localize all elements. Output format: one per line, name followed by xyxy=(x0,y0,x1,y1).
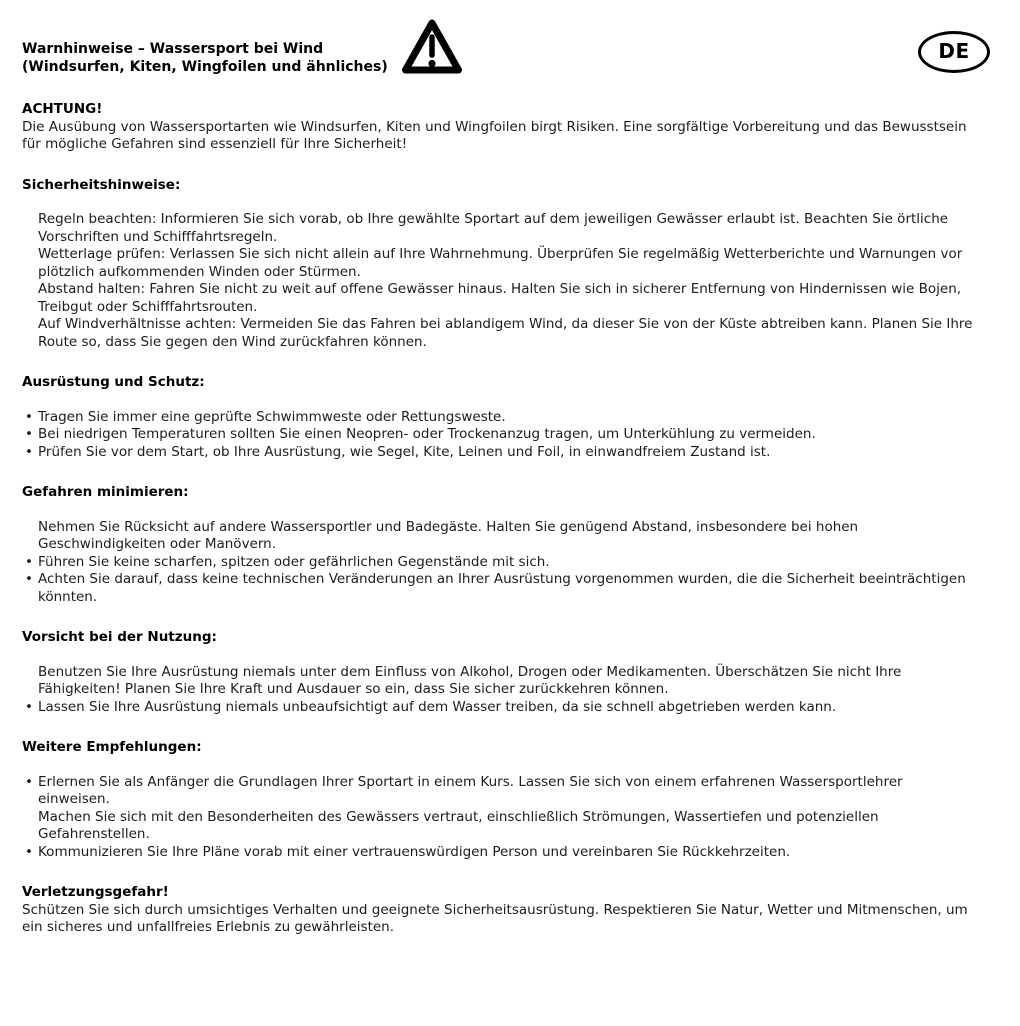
list-item xyxy=(22,444,978,462)
bullet-marker: • xyxy=(25,571,33,587)
paragraph: Die Ausübung von Wassersportarten wie Windsurfen, Kiten und Wingfoilen birgt Risiken. Eine sorgfältige Vorbereitung und das Bewusstsein für mögliche Gefahren sind essenziell für Ihre Sicherheit! xyxy=(22,118,967,152)
bullet-marker: • xyxy=(25,443,33,460)
list-item-text: Führen Sie keine scharfen, spitzen oder gefährlichen Gegenstände mit sich. xyxy=(38,553,550,570)
page-title-line1: Warnhinweise – Wassersport bei Wind xyxy=(22,41,324,57)
document-header xyxy=(22,40,978,80)
section-heading: Verletzungsgefahr! xyxy=(22,884,169,900)
list-item xyxy=(22,699,978,717)
warning-triangle-icon xyxy=(400,17,464,85)
section-verletzungsgefahr xyxy=(22,884,978,937)
paragraph: Schützen Sie sich durch umsichtiges Verhalten und geeignete Sicherheitsausrüstung. Respektieren Sie Natur, Wetter und Mitmenschen, um ein sicheres und unfallfreies Erlebnis zu gewährleisten. xyxy=(22,901,968,935)
section-heading: Vorsicht bei der Nutzung: xyxy=(22,629,217,645)
section-heading: Weitere Empfehlungen: xyxy=(22,739,202,755)
language-badge xyxy=(918,31,990,73)
list-item xyxy=(22,844,978,862)
paragraph: Nehmen Sie Rücksicht auf andere Wassersportler und Badegäste. Halten Sie genügend Abstand, insbesondere bei hohen Geschwindigkeiten oder Manövern. xyxy=(38,518,859,552)
bullet-marker: • xyxy=(25,698,33,715)
bullet-marker: • xyxy=(25,408,33,425)
list-item xyxy=(22,774,978,809)
list-item-text: Kommunizieren Sie Ihre Pläne vorab mit einer vertrauenswürdigen Person und vereinbaren Sie Rückkehrzeiten. xyxy=(38,843,791,860)
list-item-text: Achten Sie darauf, dass keine technischen Veränderungen an Ihrer Ausrüstung vorgenommen wurden, die die Sicherheit beeinträchtigen könnten. xyxy=(38,571,966,605)
section-gefahren-minimieren xyxy=(22,484,978,606)
section-heading: Sicherheitshinweise: xyxy=(22,176,181,193)
language-badge-label: DE xyxy=(938,39,970,64)
list-item xyxy=(22,409,978,427)
paragraph: Wetterlage prüfen: Verlassen Sie sich nicht allein auf Ihre Wahrnehmung. Überprüfen Sie regelmäßig Wetterberichte und Warnungen vor plötzlich aufkommenden Winden oder Stürmen. xyxy=(38,246,963,280)
bullet-marker: • xyxy=(25,553,33,570)
bullet-marker: • xyxy=(25,843,33,860)
list-item xyxy=(22,426,978,444)
bullet-marker: • xyxy=(25,426,33,442)
paragraph: Regeln beachten: Informieren Sie sich vorab, ob Ihre gewählte Sportart auf dem jeweiligen Gewässer erlaubt ist. Beachten Sie örtliche Vorschriften und Schifffahrtsregeln. xyxy=(38,211,949,245)
section-heading: Gefahren minimieren: xyxy=(22,484,189,500)
list-item-text: Prüfen Sie vor dem Start, ob Ihre Ausrüstung, wie Segel, Kite, Leinen und Foil, in einwandfreiem Zustand ist. xyxy=(38,443,771,460)
list-item xyxy=(22,571,978,606)
section-sicherheitshinweise xyxy=(22,177,978,352)
page-title xyxy=(22,40,978,76)
paragraph: Auf Windverhältnisse achten: Vermeiden Sie das Fahren bei ablandigem Wind, da dieser Sie von der Küste abtreiben kann. Planen Sie Ihre Route so, dass Sie gegen den Wind zurückfahren können. xyxy=(38,316,973,350)
list-item-text: Erlernen Sie als Anfänger die Grundlagen Ihrer Sportart in einem Kurs. Lassen Sie sich von einem erfahrenen Wassersportlehrer einweisen. xyxy=(38,773,903,807)
section-heading: ACHTUNG! xyxy=(22,101,103,117)
paragraph: Abstand halten: Fahren Sie nicht zu weit auf offene Gewässer hinaus. Halten Sie sich in sicherer Entfernung von Hindernissen wie Bojen, Treibgut oder Schifffahrtsrouten. xyxy=(38,281,962,315)
paragraph: Benutzen Sie Ihre Ausrüstung niemals unter dem Einfluss von Alkohol, Drogen oder Medikamenten. Überschätzen Sie nicht Ihre Fähigkeiten! Planen Sie Ihre Kraft und Ausdauer so ein, dass Sie sicher zurückkehren können. xyxy=(38,663,902,697)
list-item xyxy=(22,554,978,572)
section-heading: Ausrüstung und Schutz: xyxy=(22,374,205,390)
page-title-line2: (Windsurfen, Kiten, Wingfoilen und ähnliches) xyxy=(22,59,388,75)
section-weitere-empfehlungen xyxy=(22,739,978,861)
list-item-text: Bei niedrigen Temperaturen sollten Sie einen Neopren- oder Trockenanzug tragen, um Unterkühlung zu vermeiden. xyxy=(38,426,816,442)
section-vorsicht-bei-der-nutzung xyxy=(22,629,978,716)
list-item-text: Lassen Sie Ihre Ausrüstung niemals unbeaufsichtigt auf dem Wasser treiben, da sie schnell abgetrieben werden kann. xyxy=(38,698,837,715)
bullet-marker: • xyxy=(25,773,33,790)
section-ausruestung-und-schutz xyxy=(22,374,978,461)
list-item-text: Tragen Sie immer eine geprüfte Schwimmweste oder Rettungsweste. xyxy=(38,408,506,425)
section-achtung xyxy=(22,101,978,154)
paragraph: Machen Sie sich mit den Besonderheiten des Gewässers vertraut, einschließlich Strömungen, Wassertiefen und potenziellen Gefahrenstellen. xyxy=(38,808,879,842)
